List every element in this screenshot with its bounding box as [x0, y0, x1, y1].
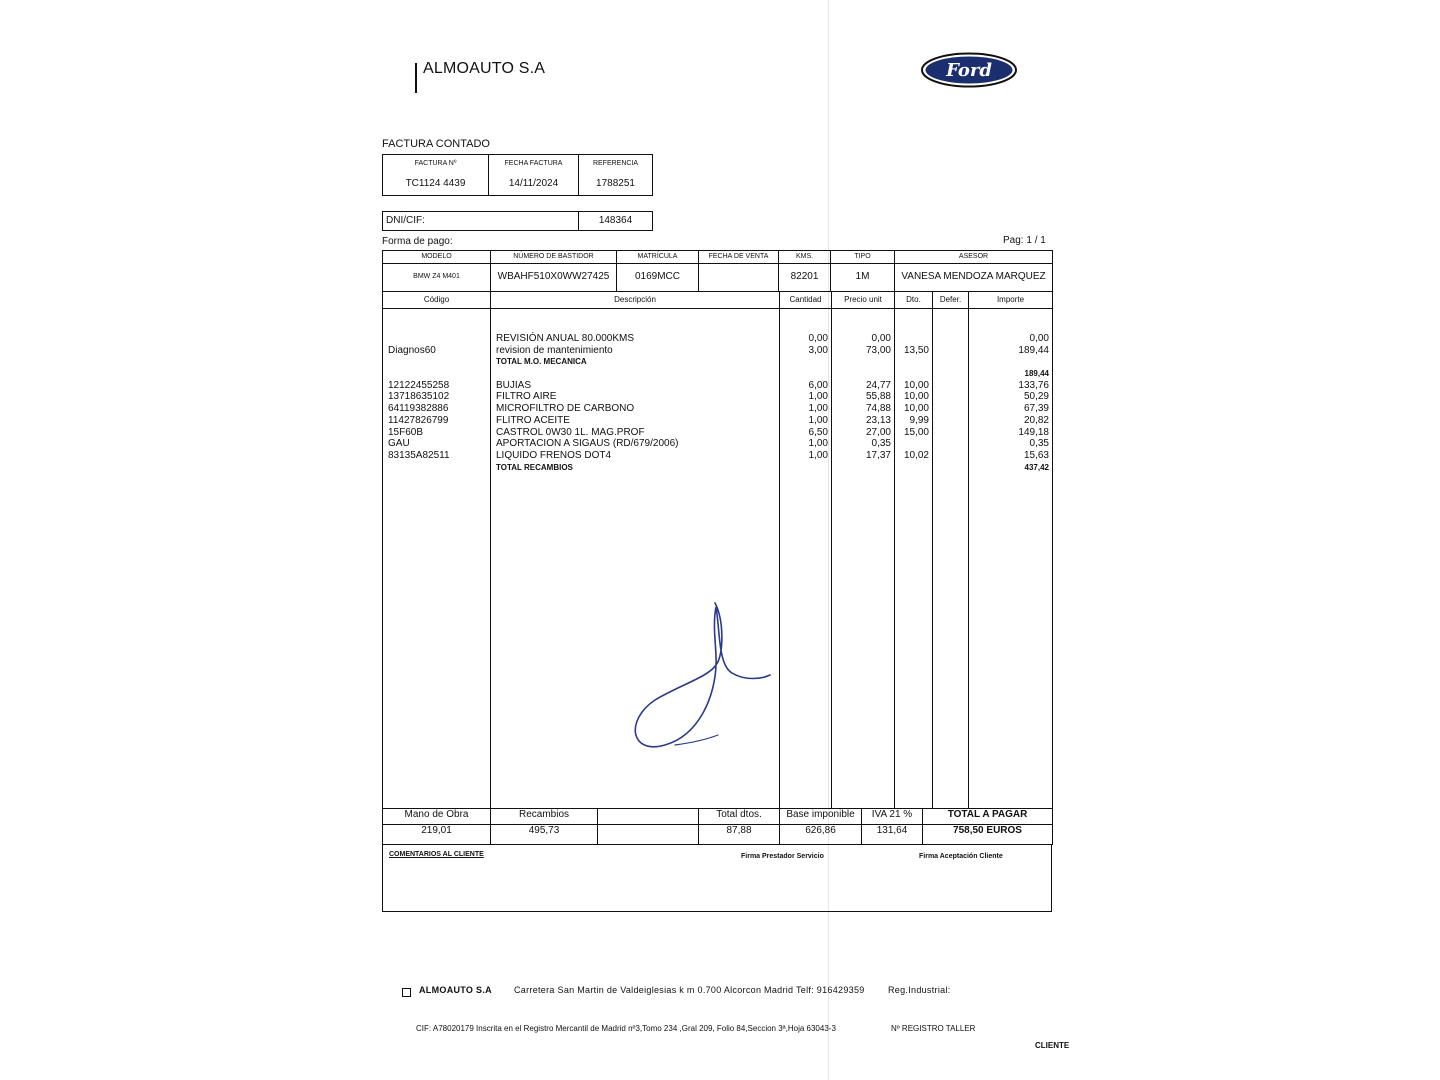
item-desc: FLITRO ACEITE	[496, 414, 570, 426]
tax-base: 626,86	[780, 825, 862, 845]
items-header-code: Código	[383, 292, 491, 309]
invoice-reference-label: REFERENCIA	[592, 160, 639, 167]
item-desc: LIQUIDO FRENOS DOT4	[496, 449, 612, 461]
item-defer	[933, 368, 968, 380]
item-amount	[969, 356, 1052, 368]
item-amount: 15,63	[1023, 449, 1049, 461]
invoice-date-label: FECHA FACTURA	[504, 160, 563, 167]
invoice-number: TC1124 4439	[405, 178, 466, 189]
item-price	[832, 462, 894, 474]
item-desc: BUJIAS	[496, 379, 532, 391]
item-qty	[780, 356, 831, 368]
footer-checkbox-icon	[402, 988, 411, 997]
vehicle-header-vin: NÚMERO DE BASTIDOR	[491, 251, 617, 264]
item-qty: 1,00	[808, 449, 828, 461]
item-amount: 50,29	[1023, 391, 1049, 403]
items-header-description: Descripción	[491, 292, 780, 309]
vehicle-header-plate: MATRÍCULA	[617, 251, 699, 264]
item-dto: 10,00	[903, 391, 929, 403]
item-defer	[933, 438, 968, 450]
items-header-discount: Dto.	[895, 292, 933, 309]
item-defer	[933, 403, 968, 415]
item-desc: FILTRO AIRE	[496, 391, 557, 403]
invoice-date: 14/11/2024	[508, 178, 559, 189]
item-dto: 13,50	[903, 344, 929, 356]
items-deferred-column	[933, 309, 969, 809]
item-desc: revision de mantenimiento	[496, 344, 613, 356]
item-code: 15F60B	[388, 426, 424, 438]
copy-label: CLIENTE	[1035, 1041, 1070, 1050]
item-code: 11427826799	[388, 414, 449, 426]
item-qty: 1,00	[808, 414, 828, 426]
footer-registry: CIF: A78020179 Inscrita en el Registro Mercantil de Madrid nº3,Tomo 234 ,Gral 209, Folio 84,Seccion 3ª,Hoja 63043-3	[416, 1024, 836, 1033]
item-defer	[933, 462, 968, 474]
item-defer	[933, 427, 968, 439]
item-price: 73,00	[865, 344, 891, 356]
item-code: 12122455258	[388, 379, 450, 391]
item-price: 24,77	[865, 379, 891, 391]
item-amount: 189,44	[1018, 344, 1049, 356]
items-discount-column	[895, 309, 933, 809]
item-defer	[933, 345, 968, 357]
item-amount: 0,00	[1029, 333, 1049, 344]
item-qty: 6,00	[808, 379, 828, 391]
item-amount: 189,44	[1024, 369, 1049, 379]
item-qty: 6,50	[808, 426, 828, 438]
item-defer	[933, 391, 968, 403]
comments-label: COMENTARIOS AL CLIENTE	[389, 851, 484, 858]
item-defer	[933, 356, 968, 368]
page-number: Pag: 1 / 1	[1003, 235, 1046, 246]
vehicle-header-model: MODELO	[383, 251, 491, 264]
vehicle-type: 1M	[831, 264, 895, 292]
vehicle-header-sale-date: FECHA DE VENTA	[699, 251, 779, 264]
grand-total: 758,50 EUROS	[923, 825, 1053, 845]
discount-total: 87,88	[699, 825, 780, 845]
tax-base-label: Base imponible	[780, 809, 862, 825]
vehicle-vin: WBAHF510X0WW27425	[491, 264, 617, 292]
company-mark-bar	[415, 63, 417, 93]
invoice-reference-cell	[579, 155, 653, 196]
dni-box	[382, 211, 653, 231]
items-header-deferred: Defer.	[933, 292, 969, 309]
items-header-unit-price: Precio unit	[832, 292, 895, 309]
vehicle-table	[382, 250, 1053, 292]
item-qty: 1,00	[808, 391, 828, 403]
item-dto	[895, 356, 932, 368]
item-defer	[933, 333, 968, 345]
labor-total-label: Mano de Obra	[383, 809, 491, 825]
item-price: 27,00	[865, 426, 891, 438]
items-quantity-column	[780, 309, 832, 809]
items-price-column	[832, 309, 895, 809]
document-type: FACTURA CONTADO	[382, 138, 490, 150]
totals-blank-cell	[598, 825, 699, 845]
item-code: 64119382886	[388, 403, 449, 415]
item-amount: 20,82	[1023, 414, 1049, 426]
item-code: 83135A82511	[388, 449, 450, 461]
item-desc: TOTAL M.O. MECANICA	[496, 357, 587, 367]
item-desc: TOTAL RECAMBIOS	[496, 462, 573, 472]
item-amount: 133,76	[1018, 379, 1049, 391]
vat-label: IVA 21 %	[862, 809, 923, 825]
item-qty	[780, 368, 831, 380]
item-dto: 10,00	[903, 379, 929, 391]
item-defer	[933, 415, 968, 427]
footer-reg-industrial: Reg.Industrial:	[888, 985, 951, 995]
vehicle-sale-date	[699, 264, 779, 292]
item-price	[832, 356, 894, 368]
vehicle-advisor: VANESA MENDOZA MARQUEZ	[895, 264, 1053, 292]
item-defer	[933, 380, 968, 392]
item-code	[383, 356, 490, 368]
item-amount: 149,18	[1018, 426, 1049, 438]
invoice-reference: 1788251	[596, 178, 635, 189]
item-dto	[895, 462, 932, 474]
items-header-amount: Importe	[969, 292, 1053, 309]
item-price: 74,88	[865, 403, 891, 415]
vehicle-kms: 82201	[779, 264, 831, 292]
item-qty: 0,00	[808, 333, 828, 344]
handwritten-signature	[620, 595, 780, 755]
item-code	[383, 368, 490, 380]
item-desc: REVISIÓN ANUAL 80.000KMS	[496, 333, 635, 344]
vehicle-header-type: TIPO	[831, 251, 895, 264]
provider-signature-label: Firma Prestador Servicio	[741, 853, 824, 860]
item-dto: 10,00	[903, 403, 929, 415]
item-qty: 1,00	[808, 438, 828, 450]
company-name: ALMOAUTO S.A	[423, 60, 546, 77]
invoice-date-cell	[489, 155, 579, 196]
footer-registry-line	[416, 1024, 976, 1033]
item-price: 0,35	[871, 438, 891, 450]
item-dto: 10,02	[903, 449, 929, 461]
item-code	[383, 462, 490, 474]
dni-label: DNI/CIF:	[383, 212, 579, 231]
item-qty	[780, 462, 831, 474]
comments-box	[382, 844, 1052, 912]
footer-workshop-registry: Nº REGISTRO TALLER	[891, 1024, 976, 1033]
payment-method-label: Forma de pago:	[382, 236, 453, 247]
item-defer	[933, 450, 968, 462]
item-dto: 15,00	[903, 426, 929, 438]
item-amount: 67,39	[1023, 403, 1049, 415]
discount-total-label: Total dtos.	[699, 809, 780, 825]
item-dto	[895, 438, 932, 450]
client-signature-label: Firma Aceptación Cliente	[919, 853, 1003, 860]
item-price: 23,13	[865, 414, 891, 426]
ford-logo	[920, 52, 1018, 88]
item-desc: CASTROL 0W30 1L. MAG.PROF	[496, 426, 645, 438]
item-code: GAU	[388, 438, 410, 450]
vehicle-header-kms: KMS.	[779, 251, 831, 264]
item-dto	[895, 368, 932, 380]
vehicle-header-advisor: ASESOR	[895, 251, 1053, 264]
labor-total: 219,01	[383, 825, 491, 845]
item-dto	[895, 333, 932, 345]
item-code	[383, 333, 490, 345]
footer-company: ALMOAUTO S.A	[419, 985, 492, 995]
invoice-header-box	[382, 154, 653, 196]
vehicle-plate: 0169MCC	[617, 264, 699, 292]
item-price: 0,00	[871, 333, 891, 344]
totals-blank-cell	[598, 809, 699, 825]
invoice-number-cell	[383, 155, 489, 196]
grand-total-label: TOTAL A PAGAR	[923, 809, 1053, 825]
item-qty: 1,00	[808, 403, 828, 415]
footer-address: Carretera San Martin de Valdeiglesias k m 0.700 Alcorcon Madrid Telf: 916429359	[514, 985, 865, 995]
dni-value: 148364	[579, 212, 653, 231]
item-qty: 3,00	[808, 344, 828, 356]
vat-amount: 131,64	[862, 825, 923, 845]
totals-table	[382, 808, 1053, 845]
item-price: 55,88	[865, 391, 891, 403]
item-price	[832, 368, 894, 380]
items-code-column	[383, 309, 491, 809]
svg-text:Ford: Ford	[946, 60, 992, 81]
vehicle-model: BMW Z4 M401	[383, 264, 491, 292]
item-desc: APORTACION A SIGAUS (RD/679/2006)	[496, 438, 679, 450]
item-desc	[491, 368, 779, 380]
item-code: Diagnos60	[388, 344, 436, 356]
item-dto: 9,99	[909, 414, 929, 426]
item-amount: 0,35	[1029, 438, 1049, 450]
items-amount-column	[969, 309, 1053, 809]
parts-total-label: Recambios	[491, 809, 598, 825]
parts-total: 495,73	[491, 825, 598, 845]
item-amount: 437,42	[1024, 462, 1049, 472]
item-desc: MICROFILTRO DE CARBONO	[496, 403, 635, 415]
invoice-number-label: FACTURA Nº	[414, 160, 457, 167]
item-code: 13718635102	[388, 391, 450, 403]
item-price: 17,37	[865, 449, 891, 461]
items-header-quantity: Cantidad	[780, 292, 832, 309]
